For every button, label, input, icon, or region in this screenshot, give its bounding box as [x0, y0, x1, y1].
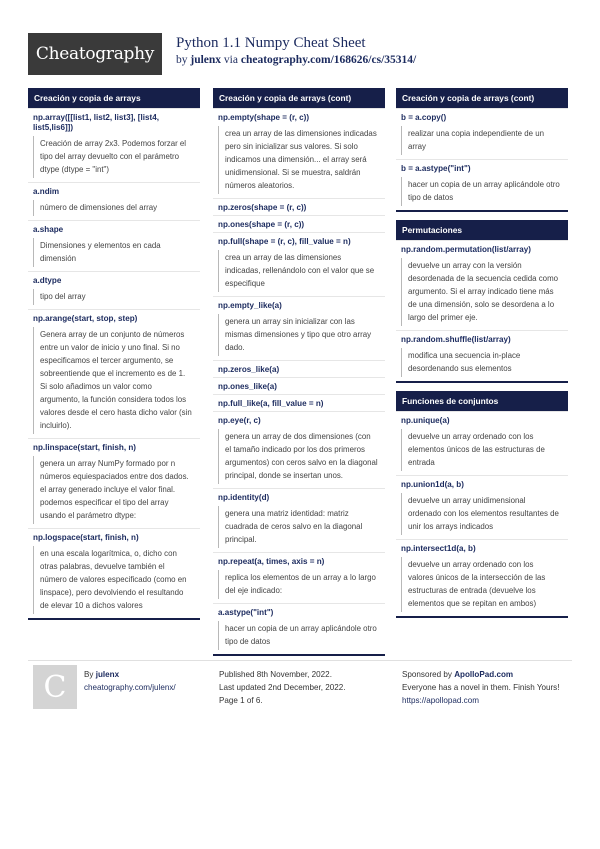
- function-description: devuelve un array ordenado con los valores únicos de la intersección de las estructuras de entrada (devuelve los elementos que se repitan en ambos): [401, 557, 565, 612]
- section: [28, 88, 200, 620]
- footer-divider: [28, 660, 572, 661]
- by-label: By: [84, 670, 96, 679]
- column-3: [396, 88, 568, 626]
- function-description: genera un array NumPy formado por n números equiespaciados entre dos dados. el array generado incluye el valor final. podemos especificar el tipo del array usando el parámetro dtype:: [33, 456, 197, 524]
- section-title: Permutaciones: [396, 220, 568, 240]
- function-term: np.repeat(a, times, axis = n): [213, 552, 385, 569]
- function-term: np.full_like(a, fill_value = n): [213, 394, 385, 411]
- function-description: devuelve un array con la versión desordenada de la secuencia cedida como argumento. Si el array indicado tiene más de una dimensión, solo se desordena a lo largo del primer eje.: [401, 258, 565, 326]
- function-description: replica los elementos de un array a lo largo del eje indicado:: [218, 570, 382, 599]
- page-title: Python 1.1 Numpy Cheat Sheet: [176, 35, 366, 51]
- updated-date: Last updated 2nd December, 2022.: [219, 683, 346, 692]
- header: [28, 33, 572, 75]
- by-prefix: by: [176, 54, 191, 66]
- section-title: Creación y copia de arrays: [28, 88, 200, 108]
- function-description: hacer un copia de un array aplicándole otro tipo de datos: [218, 621, 382, 650]
- function-term: np.intersect1d(a, b): [396, 539, 568, 556]
- function-term: b = a.astype("int"): [396, 159, 568, 176]
- function-term: np.arange(start, stop, step): [28, 309, 200, 326]
- function-term: a.astype("int"): [213, 603, 385, 620]
- sponsor-url[interactable]: https://apollopad.com: [402, 696, 479, 705]
- function-term: np.logspace(start, finish, n): [28, 528, 200, 545]
- function-description: modifica una secuencia in-place desordenando sus elementos: [401, 348, 565, 377]
- function-term: np.empty(shape = (r, c)): [213, 108, 385, 125]
- function-term: a.shape: [28, 220, 200, 237]
- function-term: np.union1d(a, b): [396, 475, 568, 492]
- cheatography-logo[interactable]: Cheatography: [28, 33, 162, 75]
- function-term: np.array([[list1, list2, list3], [list4, list5,lis6]]): [28, 108, 200, 135]
- section: [396, 88, 568, 212]
- function-description: genera un array de dos dimensiones (con el tamaño indicado por los dos primeros argumentos) con ceros salvo en la diagonal principal, donde se insertan unos.: [218, 429, 382, 484]
- published-date: Published 8th November, 2022.: [219, 670, 332, 679]
- function-description: tipo del array: [33, 289, 197, 305]
- function-description: realizar una copia independiente de un array: [401, 126, 565, 155]
- function-term: np.ones_like(a): [213, 377, 385, 394]
- footer-sponsor: [402, 668, 572, 707]
- function-term: np.eye(r, c): [213, 411, 385, 428]
- function-description: hacer un copia de un array aplicándole otro tipo de datos: [401, 177, 565, 206]
- function-term: np.zeros_like(a): [213, 360, 385, 377]
- function-term: np.identity(d): [213, 488, 385, 505]
- section: [396, 220, 568, 383]
- footer-author: [84, 668, 176, 694]
- byline: [176, 54, 416, 66]
- function-term: np.zeros(shape = (r, c)): [213, 198, 385, 215]
- section-title: Funciones de conjuntos: [396, 391, 568, 411]
- function-term: np.random.permutation(list/array): [396, 240, 568, 257]
- sheet-url-link[interactable]: cheatography.com/168626/cs/35314/: [240, 54, 417, 66]
- column-1: [28, 88, 200, 628]
- function-description: crea un array de las dimensiones indicadas pero sin inicializar sus valores. Si solo indicamos una dimensión... el array será unidimensional. Si se muestra, saldrán números aleatorios.: [218, 126, 382, 194]
- function-term: a.ndim: [28, 182, 200, 199]
- function-description: número de dimensiones del array: [33, 200, 197, 216]
- footer-dates: [219, 668, 345, 707]
- function-description: devuelve un array unidimensional ordenado con los elementos resultantes de unir los arrays indicados: [401, 493, 565, 535]
- via-text: via: [221, 54, 241, 66]
- sponsor-text: Everyone has a novel in them. Finish Yours!: [402, 683, 560, 692]
- function-term: b = a.copy(): [396, 108, 568, 125]
- section-title: Creación y copia de arrays (cont): [213, 88, 385, 108]
- function-term: np.full(shape = (r, c), fill_value = n): [213, 232, 385, 249]
- sponsor-label: Sponsored by: [402, 670, 455, 679]
- author-avatar[interactable]: [33, 665, 77, 709]
- function-description: Creación de array 2x3. Podemos forzar el tipo del array devuelto con el parámetro dtype (dtype = "int"): [33, 136, 197, 178]
- footer-author-url[interactable]: cheatography.com/julenx/: [84, 683, 176, 692]
- function-description: Dimensiones y elementos en cada dimensión: [33, 238, 197, 267]
- function-term: np.ones(shape = (r, c)): [213, 215, 385, 232]
- function-description: genera una matriz identidad: matriz cuadrada de ceros salvo en la diagonal principal.: [218, 506, 382, 548]
- sponsor-link[interactable]: ApolloPad.com: [454, 670, 514, 679]
- function-description: genera un array sin inicializar con las mismas dimensiones y tipo que otro array dado.: [218, 314, 382, 356]
- column-2: [213, 88, 385, 664]
- function-description: devuelve un array ordenado con los elementos únicos de las estructuras de entrada: [401, 429, 565, 471]
- function-description: crea un array de las dimensiones indicadas, rellenándolo con el valor que se especifique: [218, 250, 382, 292]
- function-term: np.empty_like(a): [213, 296, 385, 313]
- function-description: en una escala logarítmica, o, dicho con otras palabras, devuelve también el número de valores especificado (como en linspace), pero devolviendo el resultando de elevar 10 a dichos valores: [33, 546, 197, 614]
- avatar-letter: C: [43, 669, 67, 705]
- function-description: Genera array de un conjunto de números entre un valor de inicio y uno final. Si no especificamos el tercer argumento, se sobreentiende que el incremento es de 1. Si solo añadimos un valor como argumento, la función considera todos los valores desde el cero hasta dicho valor (sin incluirlo).: [33, 327, 197, 434]
- page-count: Page 1 of 6.: [219, 696, 263, 705]
- function-term: a.dtype: [28, 271, 200, 288]
- section: [213, 88, 385, 656]
- function-term: np.random.shuffle(list/array): [396, 330, 568, 347]
- function-term: np.linspace(start, finish, n): [28, 438, 200, 455]
- section: [396, 391, 568, 618]
- section-title: Creación y copia de arrays (cont): [396, 88, 568, 108]
- function-term: np.unique(a): [396, 411, 568, 428]
- footer-author-link[interactable]: julenx: [95, 670, 120, 679]
- author-link[interactable]: julenx: [190, 54, 222, 66]
